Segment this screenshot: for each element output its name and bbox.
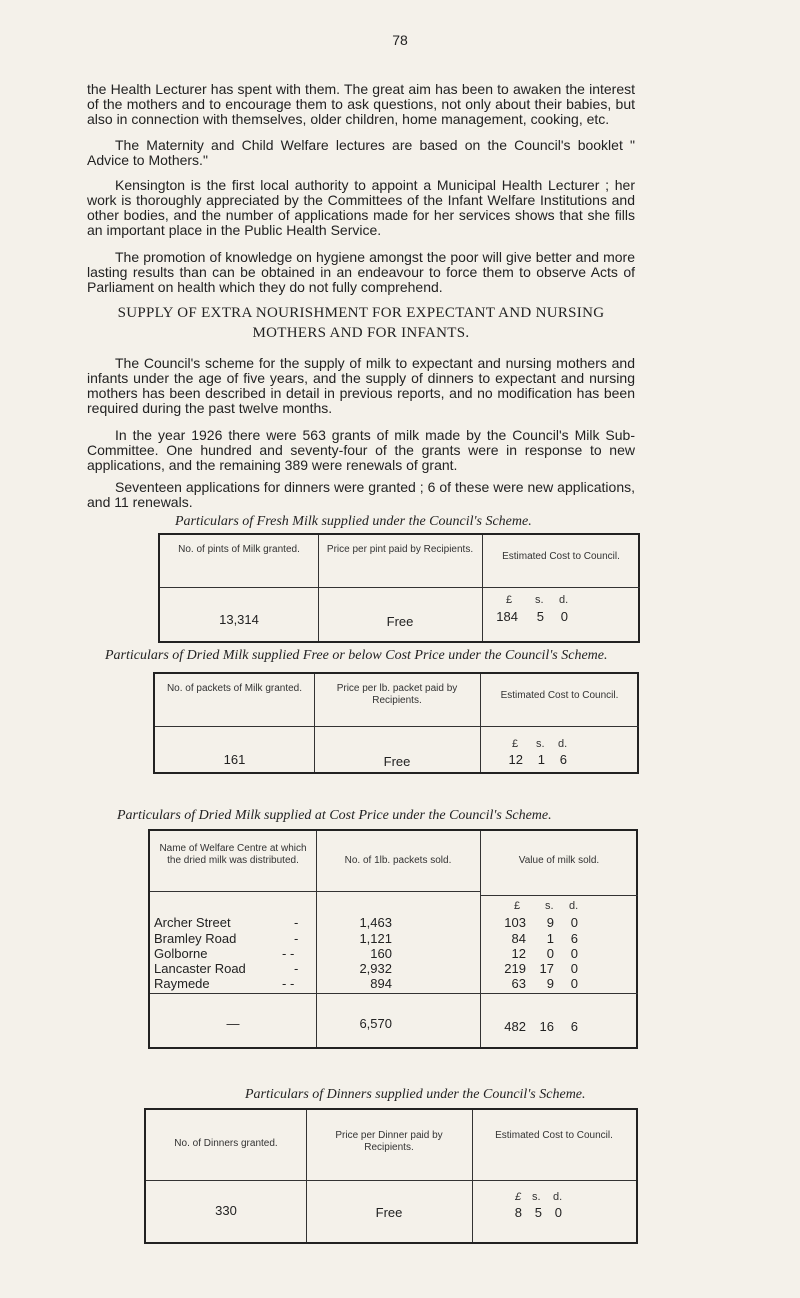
dried-cost-unit-pounds: £ xyxy=(514,900,521,912)
page-number: 78 xyxy=(392,32,408,48)
packets-sold: 2,932 xyxy=(359,961,392,976)
fresh-milk-header-cost: Estimated Cost to Council. xyxy=(502,551,620,562)
value-pence: 0 xyxy=(570,946,578,961)
leader-dash: - - xyxy=(282,946,295,961)
value-pence: 0 xyxy=(570,915,578,930)
leader-dash: - xyxy=(294,961,299,976)
value-pounds: 219 xyxy=(504,961,526,976)
total-packets: 6,570 xyxy=(359,1016,392,1031)
dried-free-header-quantity: No. of packets of Milk granted. xyxy=(166,683,303,694)
dried-free-cost-shillings: 1 xyxy=(537,752,545,767)
value-pounds: 12 xyxy=(511,946,526,961)
dinners-unit-pounds: £ xyxy=(515,1191,522,1203)
leader-dash: - xyxy=(294,915,299,930)
value-shillings: 17 xyxy=(539,961,554,976)
fresh-milk-unit-pounds: £ xyxy=(506,594,513,606)
paragraph-maternity-lectures: The Maternity and Child Welfare lectures are based on the Council's booklet " Advice to Mothers." xyxy=(87,137,635,168)
dried-cost-table xyxy=(148,829,638,1049)
fresh-milk-price: Free xyxy=(386,614,414,629)
dried-cost-unit-shillings: s. xyxy=(545,900,554,912)
dried-free-header-price: Price per lb. packet paid by Recipients. xyxy=(336,683,458,706)
value-shillings: 0 xyxy=(546,946,554,961)
dinners-cost-shillings: 5 xyxy=(534,1205,542,1220)
fresh-milk-table xyxy=(158,533,640,643)
centre-name: Lancaster Road xyxy=(154,961,246,976)
fresh-milk-cost-shillings: 5 xyxy=(536,609,544,624)
dried-cost-header-value: Value of milk sold. xyxy=(518,855,600,866)
paragraph-milk-grants: In the year 1926 there were 563 grants of milk made by the Council's Milk Sub-Committee. One hundred and seventy-four of the grants were in response to new applications, and the remaining 389 were renewals of grant. xyxy=(87,427,635,473)
total-label: — xyxy=(226,1016,240,1031)
fresh-milk-unit-shillings: s. xyxy=(535,594,544,606)
packets-sold: 894 xyxy=(370,976,392,991)
fresh-milk-quantity: 13,314 xyxy=(219,612,259,627)
dried-free-unit-shillings: s. xyxy=(536,738,545,750)
dried-free-unit-pounds: £ xyxy=(512,738,519,750)
centre-name: Raymede xyxy=(154,976,210,991)
dinners-cost-pounds: 8 xyxy=(514,1205,522,1220)
dinners-price: Free xyxy=(375,1205,403,1220)
dried-free-caption: Particulars of Dried Milk supplied Free or below Cost Price under the Council's Scheme. xyxy=(105,648,608,663)
dinners-quantity: 330 xyxy=(215,1203,237,1218)
dried-free-cost-pounds: 12 xyxy=(508,752,523,767)
dried-free-header-cost: Estimated Cost to Council. xyxy=(500,690,619,701)
fresh-milk-unit-pence: d. xyxy=(559,594,569,606)
paragraph-continued: the Health Lecturer has spent with them. The great aim has been to awaken the interest of the mothers and to encourage them to ask questions, not only about their babies, but also in connection with themselves, older children, home management, cooking, etc. xyxy=(87,81,635,127)
fresh-milk-cost-pounds: 184 xyxy=(496,609,518,624)
dinners-table xyxy=(144,1108,638,1244)
dried-cost-unit-pence: d. xyxy=(569,900,579,912)
dinners-unit-shillings: s. xyxy=(532,1191,541,1203)
dried-cost-header-packets: No. of 1lb. packets sold. xyxy=(344,855,452,866)
fresh-milk-cost-pence: 0 xyxy=(560,609,568,624)
dinners-caption: Particulars of Dinners supplied under the Council's Scheme. xyxy=(245,1087,586,1102)
dinners-cost-pence: 0 xyxy=(554,1205,562,1220)
value-pounds: 103 xyxy=(504,915,526,930)
dried-free-unit-pence: d. xyxy=(558,738,568,750)
total-pounds: 482 xyxy=(504,1019,526,1034)
fresh-milk-header-quantity: No. of pints of Milk granted. xyxy=(178,544,300,555)
paragraph-kensington-lecturer: Kensington is the first local authority to appoint a Municipal Health Lecturer ; her work is thoroughly appreciated by the Committees of the Infant Welfare Institutions and other bodies, and the number of applications made for her services shows that she fills an important place in the Public Health Service. xyxy=(87,177,635,238)
paragraph-dinner-applications: Seventeen applications for dinners were granted ; 6 of these were new applications, and 11 renewals. xyxy=(87,479,635,510)
dinners-header-cost: Estimated Cost to Council. xyxy=(495,1130,613,1141)
fresh-milk-caption: Particulars of Fresh Milk supplied under the Council's Scheme. xyxy=(175,514,532,529)
paragraph-hygiene-promotion: The promotion of knowledge on hygiene amongst the poor will give better and more lasting results than can be obtained in an endeavour to force them to observe Acts of Parliament on health which they do not fully comprehend. xyxy=(87,249,635,295)
total-shillings: 16 xyxy=(539,1019,554,1034)
value-shillings: 9 xyxy=(546,976,554,991)
value-pounds: 63 xyxy=(511,976,526,991)
centre-name: Bramley Road xyxy=(154,931,237,946)
section-heading-line-2: MOTHERS AND FOR INFANTS. xyxy=(252,325,470,341)
packets-sold: 1,121 xyxy=(359,931,392,946)
value-pence: 0 xyxy=(570,976,578,991)
section-heading-line-1: SUPPLY OF EXTRA NOURISHMENT FOR EXPECTANT AND NURSING xyxy=(117,305,605,321)
leader-dash: - xyxy=(294,931,299,946)
total-pence: 6 xyxy=(570,1019,578,1034)
dinners-unit-pence: d. xyxy=(553,1191,563,1203)
value-pounds: 84 xyxy=(511,931,526,946)
dinners-header-quantity: No. of Dinners granted. xyxy=(174,1138,278,1149)
dried-free-quantity: 161 xyxy=(223,752,246,767)
dried-cost-caption: Particulars of Dried Milk supplied at Cost Price under the Council's Scheme. xyxy=(117,808,552,823)
value-pence: 6 xyxy=(570,931,578,946)
value-shillings: 1 xyxy=(546,931,554,946)
dinners-header-price: Price per Dinner paid by Recipients. xyxy=(335,1130,443,1153)
dried-cost-header-centre: Name of Welfare Centre at which the dried milk was distributed. xyxy=(159,843,307,866)
leader-dash: - - xyxy=(282,976,295,991)
packets-sold: 160 xyxy=(370,946,392,961)
value-pence: 0 xyxy=(570,961,578,976)
fresh-milk-header-price: Price per pint paid by Recipients. xyxy=(326,544,474,555)
paragraph-council-scheme: The Council's scheme for the supply of milk to expectant and nursing mothers and infants under the age of five years, and the supply of dinners to expectant and nursing mothers has been described in detail in previous reports, and no modification has been required during the past twelve months. xyxy=(87,355,635,416)
dried-free-table xyxy=(153,672,639,774)
value-shillings: 9 xyxy=(546,915,554,930)
dried-free-cost-pence: 6 xyxy=(559,752,567,767)
centre-name: Golborne xyxy=(154,946,208,961)
packets-sold: 1,463 xyxy=(359,915,392,930)
section-heading xyxy=(87,303,635,343)
centre-name: Archer Street xyxy=(154,915,231,930)
dried-free-price: Free xyxy=(383,754,411,769)
